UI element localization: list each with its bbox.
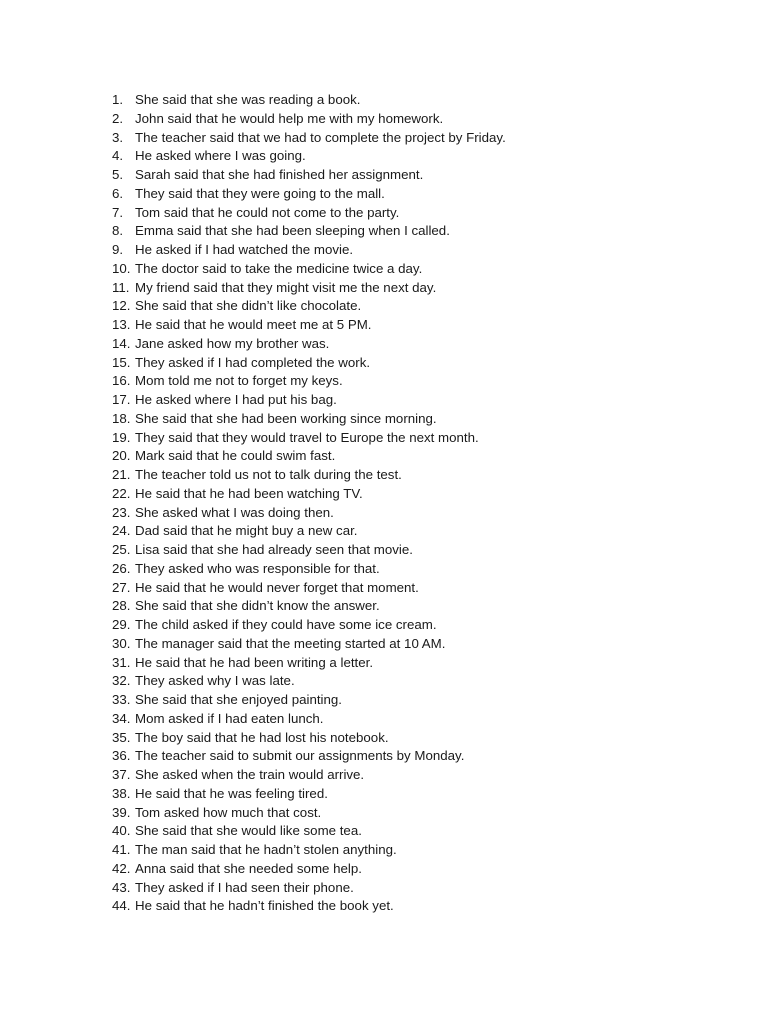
list-item	[112, 316, 506, 335]
item-number: 27.	[112, 579, 131, 595]
item-sentence: She said that she would like some tea.	[135, 823, 362, 839]
item-number: 26.	[112, 560, 131, 576]
item-sentence: She said that she had been working since morning.	[135, 410, 437, 426]
list-item	[112, 729, 506, 748]
item-sentence: The doctor said to take the medicine twice a day.	[135, 260, 423, 276]
item-sentence: He said that he would meet me at 5 PM.	[135, 317, 372, 332]
item-sentence: He said that he would never forget that moment.	[135, 579, 419, 595]
list-item	[112, 354, 506, 373]
item-sentence: The child asked if they could have some ice cream.	[135, 617, 437, 632]
item-sentence: The teacher said that we had to complete the project by Friday.	[135, 129, 506, 145]
item-sentence: She said that she enjoyed painting.	[135, 692, 342, 707]
list-item	[112, 391, 506, 410]
item-number: 30.	[112, 635, 131, 651]
list-item	[112, 110, 506, 129]
item-sentence: Mom asked if I had eaten lunch.	[135, 710, 324, 726]
item-number: 11.	[112, 279, 130, 295]
item-number: 33.	[112, 692, 131, 707]
item-number: 1.	[112, 92, 124, 107]
item-sentence: Mom told me not to forget my keys.	[135, 373, 343, 389]
list-item	[112, 710, 506, 729]
item-number: 24.	[112, 523, 131, 539]
item-number: 20.	[112, 448, 131, 464]
item-sentence: Tom said that he could not come to the party.	[135, 204, 400, 220]
list-item	[112, 654, 506, 673]
list-item	[112, 91, 506, 110]
item-number: 22.	[112, 485, 131, 501]
list-item	[112, 129, 506, 148]
item-number: 41.	[112, 842, 131, 857]
item-sentence: Emma said that she had been sleeping when I called.	[135, 223, 450, 239]
item-sentence: The teacher said to submit our assignments by Monday.	[135, 748, 465, 764]
list-item	[112, 616, 506, 635]
item-number: 18.	[112, 410, 131, 426]
item-sentence: He asked where I was going.	[135, 148, 306, 164]
item-sentence: Dad said that he might buy a new car.	[135, 523, 358, 539]
item-number: 8.	[112, 223, 124, 239]
item-number: 35.	[112, 729, 131, 745]
item-sentence: She asked what I was doing then.	[135, 504, 334, 520]
item-sentence: The teacher told us not to talk during the test.	[135, 467, 402, 482]
list-item	[112, 260, 506, 279]
item-number: 17.	[112, 392, 131, 407]
list-item	[112, 691, 506, 710]
item-number: 14.	[112, 335, 131, 351]
item-sentence: Lisa said that she had already seen that movie.	[135, 542, 413, 557]
item-sentence: They said that they were going to the mall.	[135, 185, 385, 201]
list-item	[112, 785, 506, 804]
list-item	[112, 897, 506, 916]
list-item	[112, 841, 506, 860]
item-sentence: They asked who was responsible for that.	[135, 560, 380, 576]
item-number: 38.	[112, 785, 131, 801]
list-item	[112, 579, 506, 598]
item-number: 25.	[112, 542, 131, 557]
item-number: 7.	[112, 204, 124, 220]
item-number: 39.	[112, 804, 131, 820]
item-sentence: They asked if I had completed the work.	[135, 354, 371, 370]
list-item	[112, 279, 506, 298]
item-sentence: Anna said that she needed some help.	[135, 860, 362, 876]
item-sentence: He said that he was feeling tired.	[135, 785, 328, 801]
item-number: 19.	[112, 429, 131, 445]
list-item	[112, 822, 506, 841]
item-sentence: Tom asked how much that cost.	[135, 804, 322, 820]
item-number: 9.	[112, 242, 124, 257]
item-number: 6.	[112, 185, 124, 201]
list-item	[112, 147, 506, 166]
item-number: 34.	[112, 710, 131, 726]
list-item	[112, 804, 506, 823]
item-number: 12.	[112, 298, 131, 314]
item-number: 23.	[112, 504, 131, 520]
item-number: 31.	[112, 654, 131, 670]
list-item	[112, 672, 506, 691]
item-sentence: Sarah said that she had finished her assignment.	[135, 167, 424, 182]
item-number: 13.	[112, 317, 131, 332]
item-sentence: She said that she didn’t know the answer.	[135, 598, 380, 614]
list-item	[112, 297, 506, 316]
item-sentence: The man said that he hadn’t stolen anything.	[135, 842, 397, 857]
item-sentence: They asked why I was late.	[135, 673, 295, 689]
list-item	[112, 485, 506, 504]
item-number: 3.	[112, 129, 124, 145]
item-sentence: He said that he had been writing a letter.	[135, 654, 374, 670]
item-sentence: He said that he hadn’t finished the book yet.	[135, 898, 394, 914]
list-item	[112, 560, 506, 579]
item-number: 40.	[112, 823, 131, 839]
list-item	[112, 204, 506, 223]
list-item	[112, 166, 506, 185]
list-item	[112, 241, 506, 260]
item-sentence: He said that he had been watching TV.	[135, 485, 363, 501]
list-item	[112, 222, 506, 241]
item-sentence: My friend said that they might visit me the next day.	[135, 279, 437, 295]
item-sentence: The boy said that he had lost his notebook.	[135, 729, 389, 745]
item-number: 16.	[112, 373, 131, 389]
item-number: 4.	[112, 148, 124, 164]
list-item	[112, 466, 506, 485]
list-item	[112, 747, 506, 766]
list-item	[112, 447, 506, 466]
list-item	[112, 879, 506, 898]
item-number: 5.	[112, 167, 124, 182]
item-number: 42.	[112, 860, 131, 876]
item-number: 21.	[112, 467, 131, 482]
list-item	[112, 597, 506, 616]
list-item	[112, 429, 506, 448]
item-number: 36.	[112, 748, 131, 764]
item-sentence: Mark said that he could swim fast.	[135, 448, 336, 464]
list-item	[112, 410, 506, 429]
item-sentence: Jane asked how my brother was.	[135, 335, 330, 351]
item-number: 32.	[112, 673, 131, 689]
list-item	[112, 372, 506, 391]
item-number: 29.	[112, 617, 131, 632]
item-sentence: They asked if I had seen their phone.	[135, 879, 354, 895]
list-item	[112, 860, 506, 879]
item-number: 43.	[112, 879, 131, 895]
item-sentence: She said that she didn’t like chocolate.	[135, 298, 362, 314]
item-sentence: She asked when the train would arrive.	[135, 767, 365, 782]
item-number: 44.	[112, 898, 131, 914]
sentence-list	[112, 91, 506, 916]
item-number: 2.	[112, 110, 124, 126]
list-item	[112, 335, 506, 354]
item-sentence: She said that she was reading a book.	[135, 92, 361, 107]
list-item	[112, 522, 506, 541]
list-item	[112, 766, 506, 785]
item-sentence: The manager said that the meeting started at 10 AM.	[135, 635, 446, 651]
item-number: 37.	[112, 767, 131, 782]
list-item	[112, 541, 506, 560]
item-sentence: He asked if I had watched the movie.	[135, 242, 354, 257]
list-item	[112, 635, 506, 654]
item-sentence: They said that they would travel to Europe the next month.	[135, 429, 479, 445]
list-item	[112, 504, 506, 523]
item-sentence: He asked where I had put his bag.	[135, 392, 337, 407]
item-number: 10.	[112, 260, 131, 276]
item-number: 28.	[112, 598, 131, 614]
item-sentence: John said that he would help me with my homework.	[135, 110, 444, 126]
list-item	[112, 185, 506, 204]
item-number: 15.	[112, 354, 131, 370]
